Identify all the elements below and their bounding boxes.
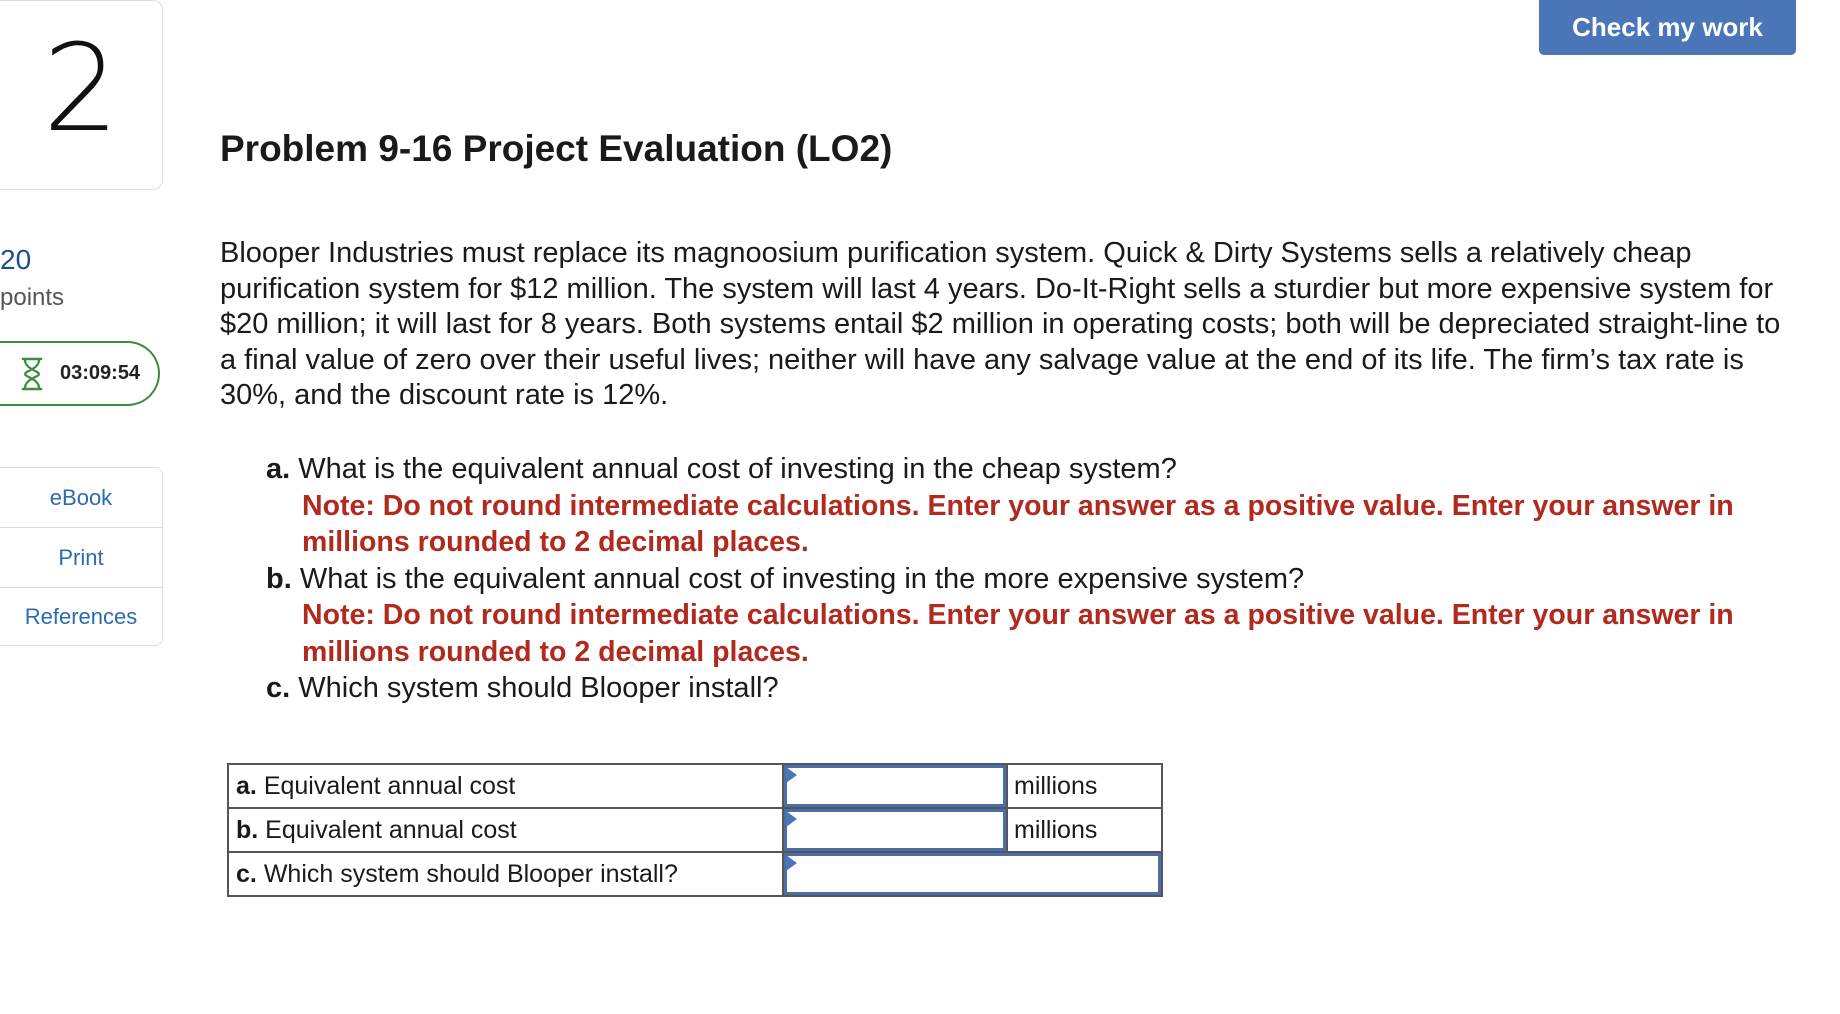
row-a-text: Equivalent annual cost: [263, 771, 516, 800]
part-c-question: [266, 670, 1806, 707]
row-a-label: [228, 764, 783, 808]
print-link[interactable]: Print: [0, 528, 162, 588]
part-c-text: Which system should Blooper install?: [298, 672, 779, 704]
hourglass-icon: [18, 357, 46, 391]
part-a-text: What is the equivalent annual cost of investing in the cheap system?: [298, 453, 1177, 485]
check-my-work-button[interactable]: Check my work: [1539, 0, 1796, 55]
table-row: [228, 764, 1162, 808]
row-b-label: [228, 808, 783, 852]
system-choice-input[interactable]: [784, 853, 1161, 895]
row-c-label: [228, 852, 783, 896]
row-a-input-cell: [783, 764, 1007, 808]
problem-title: Problem 9-16 Project Evaluation (LO2): [220, 128, 893, 169]
part-c-letter: c.: [266, 672, 291, 704]
part-b-letter: b.: [266, 562, 292, 595]
part-a-question: [266, 451, 1806, 488]
problem-statement: Blooper Industries must replace its magnoosium purification system. Quick & Dirty Systems sells a relatively cheap purification system for $12 million. The system will last 4 years. Do-It-Right sells a sturdier but more expensive system for $20 million; it will last for 8 years. Both systems entail $2 million in operating costs; both will be depreciated straight-line to a final value of zero over their useful lives; neither will have any salvage value at the end of its life. The firm’s tax rate is 30%, and the discount rate is 12%.: [220, 237, 1781, 411]
row-b-input-cell: [783, 808, 1007, 852]
row-b-letter: b.: [236, 815, 259, 844]
row-a-letter: a.: [236, 771, 257, 800]
eac-expensive-input[interactable]: [784, 809, 1006, 851]
part-b-text: What is the equivalent annual cost of investing in the more expensive system?: [299, 562, 1305, 595]
row-c-text: Which system should Blooper install?: [263, 859, 678, 888]
row-c-letter: c.: [236, 859, 257, 888]
part-a-letter: a.: [266, 453, 291, 485]
part-b-note: Note: Do not round intermediate calculations. Enter your answer as a positive value. Enter your answer in millions rounded to 2 decimal places.: [302, 599, 1734, 668]
question-number: 2: [42, 20, 120, 159]
question-number-card: [0, 0, 163, 190]
tools-menu: [0, 467, 163, 646]
part-a-note: Note: Do not round intermediate calculations. Enter your answer as a positive value. Enter your answer in millions rounded to 2 decimal places.: [302, 489, 1734, 558]
timer[interactable]: [0, 341, 160, 406]
row-b-unit: millions: [1007, 808, 1162, 852]
references-link[interactable]: References: [24, 603, 138, 629]
table-row: [228, 808, 1162, 852]
table-row: [228, 852, 1162, 896]
row-c-input-cell: [783, 852, 1162, 896]
points-value: 20: [0, 244, 32, 275]
points-label: points: [0, 284, 65, 311]
timer-value: 03:09:54: [60, 362, 141, 384]
answer-table: [227, 763, 1163, 897]
ebook-link[interactable]: eBook: [0, 468, 162, 528]
question-parts: [266, 451, 1806, 707]
row-a-unit: millions: [1007, 764, 1162, 808]
eac-cheap-input[interactable]: [784, 765, 1006, 807]
part-b-question: [266, 561, 1806, 598]
row-b-text: Equivalent annual cost: [265, 815, 517, 844]
